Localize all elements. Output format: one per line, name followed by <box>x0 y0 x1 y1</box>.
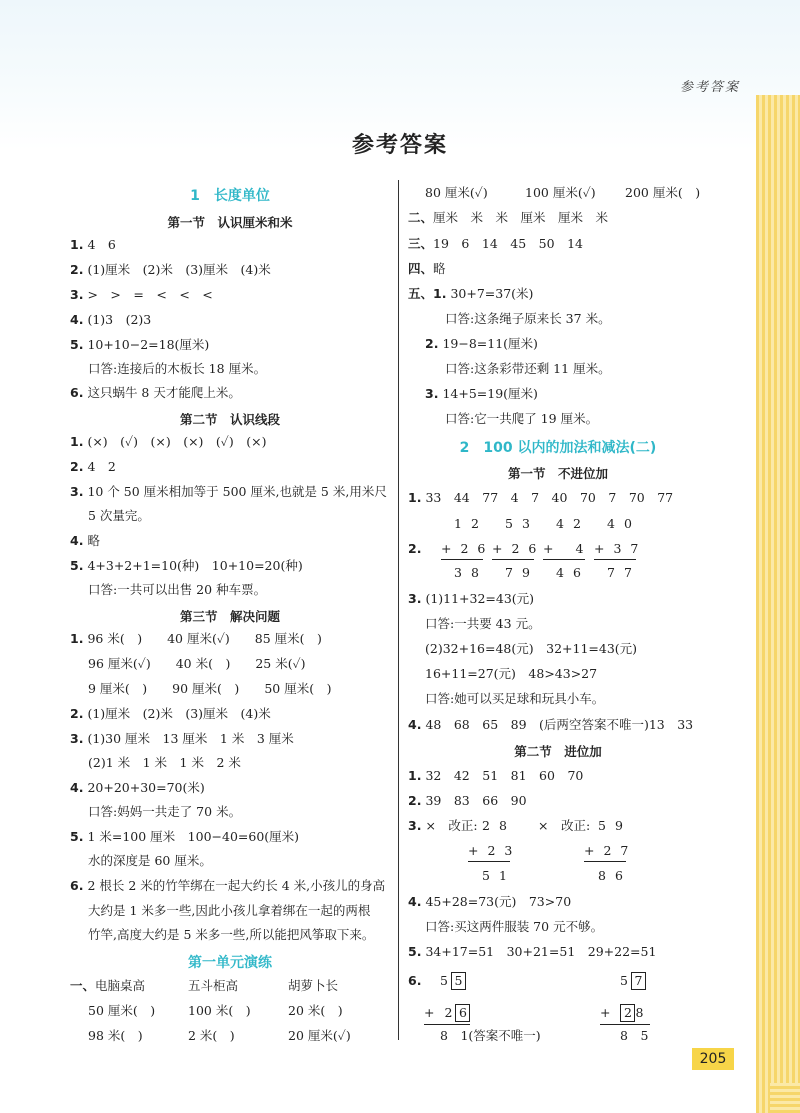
vertical-calc-addend: +26 <box>441 541 495 556</box>
calc-underline <box>584 861 626 862</box>
answer-line: 口答:连接后的木板长 18 厘米。 <box>88 361 267 376</box>
answer-line: 4. 45+28=73(元) 73>70 <box>408 894 572 909</box>
answer-line: 口答:一共可以出售 20 种车票。 <box>88 582 267 597</box>
answer-line: 口答:这条彩带还剩 11 厘米。 <box>445 361 611 376</box>
section-heading: 第一节 不进位加 <box>507 466 608 481</box>
vertical-calc-top: 59 <box>598 818 632 833</box>
calc-underline <box>468 861 510 862</box>
answer-line: 5. 1 米=100 厘米 100−40=60(厘米) <box>70 829 300 844</box>
answer-line: 1. 96 米( ) 40 厘米(✓) 85 厘米( ) <box>70 631 322 646</box>
answer-box: 6 <box>455 1004 470 1022</box>
box-calc-addend: + 2 8 <box>600 1005 647 1020</box>
vertical-calc-addend: +23 <box>468 843 522 858</box>
answer-line: 5. 4+3+2+1=10(种) 10+10=20(种) <box>70 558 303 573</box>
answer-line: 4. 48 68 65 89 (后两空答案不唯一)13 33 <box>408 717 694 732</box>
answer-line: 3. 10 个 50 厘米相加等于 500 厘米,也就是 5 米,用米尺 <box>70 484 387 499</box>
box-calc-top: 5 7 <box>620 972 646 990</box>
answer-line: 4. 20+20+30=70(米) <box>70 780 205 795</box>
answer-line: 9 厘米( ) 90 厘米( ) 50 厘米( ) <box>88 681 332 696</box>
answer-line: 100 厘米(✓) <box>525 185 596 200</box>
answer-line: 3. 14+5=19(厘米) <box>425 386 538 401</box>
calc-underline <box>600 1024 650 1025</box>
answer-line: 二、厘米 米 米 厘米 厘米 米 <box>408 210 609 225</box>
answer-line: 2. 4 2 <box>70 459 116 474</box>
answer-line: 5 次量完。 <box>88 508 150 523</box>
vertical-calc-sum: 51 <box>482 868 516 883</box>
vertical-calc-top: 40 <box>607 516 641 531</box>
answer-line: 3. > > = < < < <box>70 287 213 302</box>
answer-line: 1. 33 44 77 4 7 40 70 7 70 77 <box>408 490 674 505</box>
calc-underline <box>492 559 534 560</box>
vertical-calc-top: 53 <box>505 516 539 531</box>
unit-1-heading: 1 长度单位 <box>190 188 270 204</box>
answer-line: 三、19 6 14 45 50 14 <box>408 236 583 251</box>
answer-line: 3. × 改正: <box>408 818 478 833</box>
answer-line: 1. 4 6 <box>70 237 116 252</box>
answer-line: 2. 39 83 66 90 <box>408 793 527 808</box>
section-heading: 第二节 认识线段 <box>179 412 280 427</box>
section-heading: 第二节 进位加 <box>514 744 602 759</box>
box-calc-sum: 8 5 <box>620 1028 649 1043</box>
answer-line: 胡萝卜长 <box>288 978 339 993</box>
answer-line: 4. (1)3 (2)3 <box>70 312 152 327</box>
answer-line: 3. (1)11+32=43(元) <box>408 591 535 606</box>
page-number: 205 <box>692 1048 734 1070</box>
answer-line: 口答:一共要 43 元。 <box>425 616 541 631</box>
section-heading: 第一节 认识厘米和米 <box>167 215 293 230</box>
answer-line: 竹竿,高度大约是 5 米多一些,所以能把风筝取下来。 <box>88 927 375 942</box>
answer-line: 96 厘米(✓) 40 米( ) 25 米(✓) <box>88 656 306 671</box>
vertical-calc-sum: 46 <box>556 565 590 580</box>
answer-line: 16+11=27(元) 48>43>27 <box>425 666 598 681</box>
answer-line: 口答:她可以买足球和玩具小车。 <box>425 691 605 706</box>
answer-line: 2. (1)厘米 (2)米 (3)厘米 (4)米 <box>70 262 271 277</box>
answer-line: 100 米( ) <box>188 1003 251 1018</box>
vertical-calc-addend: +26 <box>492 541 546 556</box>
answer-line: 2. 19−8=11(厘米) <box>425 336 538 351</box>
answer-line: 5. 34+17=51 30+21=51 29+22=51 <box>408 944 657 959</box>
answer-line: 四、略 <box>408 261 446 276</box>
answer-line: 2 米( ) <box>188 1028 235 1043</box>
page-edge-stack <box>756 95 800 1113</box>
calc-underline <box>594 559 636 560</box>
box-calc-sum: 8 1(答案不唯一) <box>440 1028 541 1043</box>
answer-line: 口答:它一共爬了 19 厘米。 <box>445 411 599 426</box>
answer-line: 一、电脑桌高 <box>70 978 146 993</box>
answer-box: 5 <box>451 972 466 990</box>
vertical-calc-top: 12 <box>454 516 488 531</box>
vertical-calc-sum: 77 <box>607 565 641 580</box>
answer-line: 大约是 1 米多一些,因此小孩儿拿着绑在一起的两根 <box>88 903 371 918</box>
column-divider <box>398 180 399 1040</box>
answer-line: 口答:买这两件服装 70 元不够。 <box>425 919 604 934</box>
box-calc-top: 5 5 <box>440 972 466 990</box>
answer-line: 20 厘米(✓) <box>288 1028 351 1043</box>
calc-underline <box>543 559 585 560</box>
vertical-calc-sum: 79 <box>505 565 539 580</box>
answer-line: × 改正: <box>538 818 591 833</box>
answer-line: 5. 10+10−2=18(厘米) <box>70 337 210 352</box>
header-tag: 参考答案 <box>680 80 741 95</box>
answer-line: 口答:妈妈一共走了 70 米。 <box>88 804 242 819</box>
answer-line: 98 米( ) <box>88 1028 143 1043</box>
answer-line: 五斗柜高 <box>188 978 239 993</box>
review-heading: 第一单元演练 <box>188 955 272 971</box>
answer-line: 20 米( ) <box>288 1003 343 1018</box>
answer-line: 五、1. 30+7=37(米) <box>408 286 534 301</box>
vertical-calc-top: 42 <box>556 516 590 531</box>
vertical-calc-sum: 86 <box>598 868 632 883</box>
answer-line: (2)32+16=48(元) 32+11=43(元) <box>425 641 638 656</box>
section-heading: 第三节 解决问题 <box>179 609 280 624</box>
vertical-calc-addend: +27 <box>584 843 638 858</box>
answer-line: 80 厘米(✓) <box>425 185 488 200</box>
vertical-calc-addend: +37 <box>594 541 648 556</box>
answer-box: 2 <box>620 1004 635 1022</box>
vertical-calc-sum: 38 <box>454 565 488 580</box>
answer-line: (2)1 米 1 米 1 米 2 米 <box>88 755 241 770</box>
calc-underline <box>424 1024 470 1025</box>
vertical-calc-addend: + 4 <box>543 541 593 556</box>
answer-line: 50 厘米( ) <box>88 1003 156 1018</box>
question-number: 6. <box>408 973 422 988</box>
calc-underline <box>441 559 483 560</box>
vertical-calc-top: 28 <box>482 818 516 833</box>
box-calc-addend: + 2 6 <box>424 1004 470 1022</box>
page-edge-bottom <box>770 1083 800 1113</box>
answer-line: 3. (1)30 厘米 13 厘米 1 米 3 厘米 <box>70 731 294 746</box>
page-title: 参考答案 <box>351 133 448 158</box>
question-number: 2. <box>408 541 422 556</box>
answer-line: 200 厘米( ) <box>625 185 701 200</box>
answer-line: 2. (1)厘米 (2)米 (3)厘米 (4)米 <box>70 706 271 721</box>
answer-line: 4. 略 <box>70 533 100 548</box>
answer-line: 6. 2 根长 2 米的竹竿绑在一起大约长 4 米,小孩儿的身高 <box>70 878 386 893</box>
answer-box: 7 <box>631 972 646 990</box>
answer-line: 水的深度是 60 厘米。 <box>88 853 212 868</box>
answer-line: 1. (×) (✓) (×) (×) (✓) (×) <box>70 434 267 449</box>
unit-2-heading: 2 100 以内的加法和减法(二) <box>459 440 657 456</box>
answer-line: 1. 32 42 51 81 60 70 <box>408 768 584 783</box>
answer-line: 6. 这只蜗牛 8 天才能爬上米。 <box>70 385 241 400</box>
answer-line: 口答:这条绳子原来长 37 米。 <box>445 311 611 326</box>
